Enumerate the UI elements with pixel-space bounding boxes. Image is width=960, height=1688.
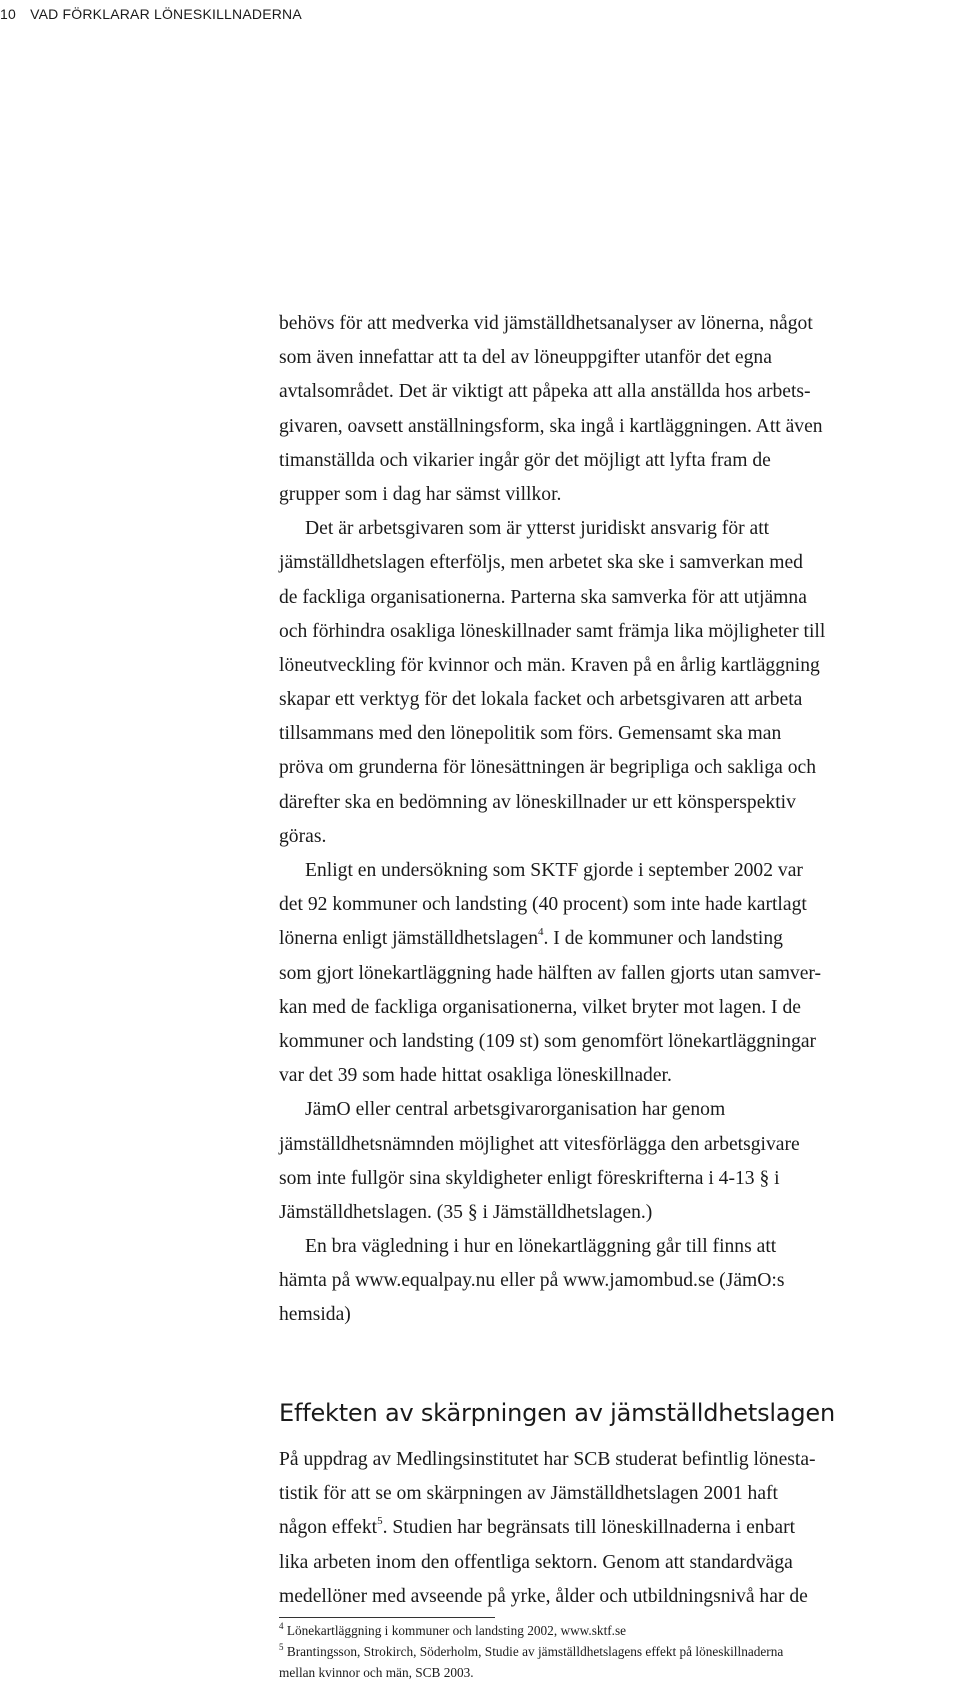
footnote-ref-4: 4: [538, 925, 544, 938]
footnote-text: Brantingsson, Strokirch, Söderholm, Studie av jämställdhetslagens effekt på löneskillnaderna: [286, 1644, 784, 1659]
text-line: var det 39 som hade hittat osakliga löneskillnader.: [279, 1065, 672, 1087]
text-line: Jämställdhetslagen. (35 § i Jämställdhetslagen.): [279, 1201, 653, 1223]
footnote-rule: [279, 1617, 495, 1618]
footnote-mark: 5: [279, 1641, 284, 1652]
text-line: som även innefattar att ta del av löneuppgifter utanför det egna: [279, 347, 772, 369]
text-line: [279, 922, 945, 956]
footnote-5: [279, 1641, 945, 1662]
paragraph-3: [279, 854, 945, 1093]
text-line: jämställdhetslagen efterföljs, men arbetet ska ske i samverkan med: [279, 552, 803, 574]
text-line: På uppdrag av Medlingsinstitutet har SCB studerat befintlig lönesta-: [279, 1449, 816, 1470]
text-line: kan med de fackliga organisationerna, vilket bryter mot lagen. I de: [279, 996, 801, 1018]
text-line: och förhindra osakliga löneskillnader samt främja lika möjligheter till: [279, 620, 826, 642]
text-line: pröva om grunderna för lönesättningen är begripliga och sakliga och: [279, 757, 817, 779]
text-line: hemsida): [279, 1304, 351, 1326]
text-line: Det är arbetsgivaren som är ytterst juridiskt ansvarig för att: [305, 518, 770, 540]
text-line: Enligt en undersökning som SKTF gjorde i september 2002 var: [305, 860, 803, 881]
footnote-ref-5: 5: [377, 1514, 383, 1527]
text-line: hämta på www.equalpay.nu eller på www.jamombud.se (JämO:s: [279, 1270, 785, 1292]
text-line: därefter ska en bedömning av löneskillnader ur ett könsperspektiv: [279, 791, 796, 813]
text-line: de fackliga organisationerna. Parterna ska samverka för att utjämna: [279, 586, 807, 608]
text-line: En bra vägledning i hur en lönekartläggning går till finns att: [305, 1236, 777, 1258]
text-line: det 92 kommuner och landsting (40 procent) som inte hade kartlagt: [279, 894, 807, 916]
text-line: göras.: [279, 825, 327, 847]
footnote-mark: 4: [279, 1620, 284, 1631]
running-title: VAD FÖRKLARAR LÖNESKILLNADERNA: [30, 6, 302, 22]
footnote-text: Lönekartläggning i kommuner och landsting 2002, www.sktf.se: [286, 1623, 627, 1638]
text-line: tistik för att se om skärpningen av Jämställdhetslagen 2001 haft: [279, 1483, 778, 1505]
paragraph-4: [279, 1093, 945, 1230]
section-heading: Effekten av skärpningen av jämställdhetslagen: [279, 1399, 835, 1427]
text-line: som inte fullgör sina skyldigheter enligt föreskrifterna i 4-13 § i: [279, 1167, 780, 1189]
text-line: tillsammans med den lönepolitik som förs. Gemensamt ska man: [279, 723, 782, 745]
text-line: medellöner med avseende på yrke, ålder och utbildningsnivå har de: [279, 1585, 808, 1607]
text-line: kommuner och landsting (109 st) som genomfört lönekartläggningar: [279, 1030, 817, 1052]
text-segment: . I de kommuner och landsting: [543, 928, 783, 950]
text-line: avtalsområdet. Det är viktigt att påpeka att alla anställda hos arbets-: [279, 381, 811, 403]
text-line: grupper som i dag har sämst villkor.: [279, 483, 562, 505]
paragraph-2: [279, 512, 945, 854]
text-line: skapar ett verktyg för det lokala facket och arbetsgivaren att arbeta: [279, 689, 803, 711]
text-line: [279, 1511, 945, 1545]
section-body: [279, 1443, 945, 1614]
page-number: 10: [0, 6, 16, 22]
running-head: [0, 0, 302, 28]
text-line: löneutveckling för kvinnor och män. Kraven på en årlig kartläggning: [279, 654, 820, 676]
footnote-5-continued: mellan kvinnor och män, SCB 2003.: [279, 1665, 474, 1680]
footnotes: [279, 1620, 945, 1683]
paragraph-1: [279, 307, 945, 512]
text-line: behövs för att medverka vid jämställdhetsanalyser av lönerna, något: [279, 313, 813, 334]
text-line: jämställdhetsnämnden möjlighet att vitesförlägga den arbetsgivare: [279, 1133, 800, 1155]
text-segment: . Studien har begränsats till löneskillnaderna i enbart: [382, 1517, 796, 1539]
footnote-4: [279, 1620, 945, 1641]
text-segment: någon effekt: [279, 1517, 378, 1539]
text-line: givaren, oavsett anställningsform, ska ingå i kartläggningen. Att även: [279, 415, 823, 437]
text-segment: lönerna enligt jämställdhetslagen: [279, 928, 538, 950]
text-line: som gjort lönekartläggning hade hälften av fallen gjorts utan samver-: [279, 962, 822, 984]
text-line: lika arbeten inom den offentliga sektorn. Genom att standardväga: [279, 1551, 793, 1573]
paragraph-5: [279, 1230, 945, 1333]
text-line: JämO eller central arbetsgivarorganisation har genom: [305, 1099, 726, 1121]
text-line: timanställda och vikarier ingår gör det möjligt att lyfta fram de: [279, 449, 771, 471]
body-text: [279, 307, 945, 1333]
